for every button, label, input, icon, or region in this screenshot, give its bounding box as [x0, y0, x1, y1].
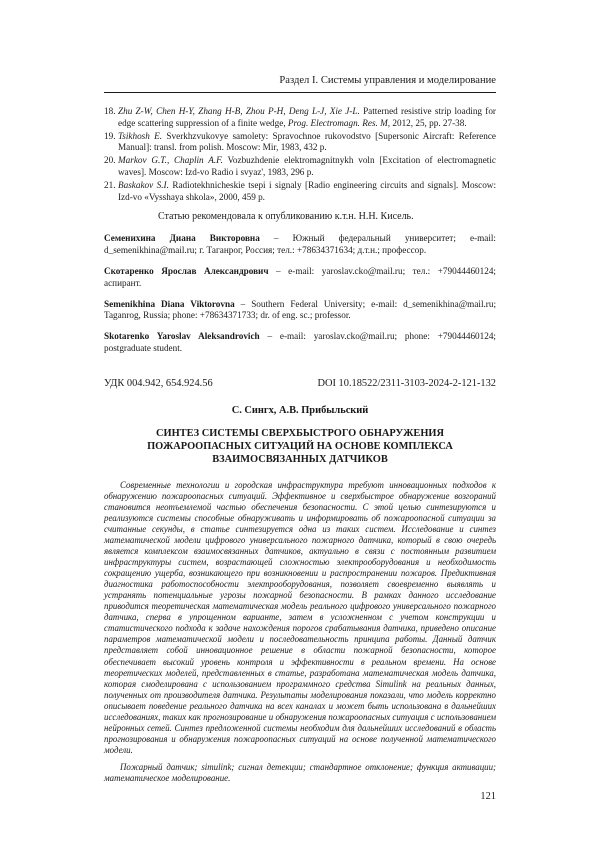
- author-info: [104, 266, 496, 290]
- author-details: – Южный федеральный университет; e-mail: d_semenikhina@mail.ru; г. Таганрог, Россия; тел.: +78634371634; д.т.н.; профессор.: [104, 233, 496, 256]
- author-details: – e-mail: yaroslav.cko@mail.ru; phone: +79044460124; postgraduate student.: [104, 331, 496, 353]
- reference-authors: Zhu Z-W, Chen H-Y, Zhang H-B, Zhou P-H, Deng L-J, Xie J-L.: [118, 106, 360, 116]
- udk-doi-row: [104, 377, 496, 390]
- page-content: [104, 106, 496, 784]
- author-info: [104, 299, 496, 323]
- abstract: Современные технологии и городская инфраструктура требуют инновационных подходов к обнаружению пожароопасных ситуаций. Эффективное и сверхбыстрое обнаружение возгораний становится неотъемлемой частью обеспечения безопасности. С этой целью синтезируются и реализуются системы способные обнаруживать и информировать об пожароопасной ситуации за считанные секунды, в статье синтезируется одна из таких систем. Исследование и синтез математической модели цифрового универсального пожарного датчика, который в свою очередь является комплексом взаимосвязанных датчиков, актуально в связи с постоянным развитием инфраструктуры систем, возрастающей сложностью электрооборудования и необходимость сокращению ущерба, возникающего при возникновении и распространении пожаров. Предиктивная диагностика работоспособности электрооборудования, позволяет своевременно выявлять и устранять потенциальные угрозы пожарной безопасности. В рамках данного исследование приводится теоретическая математическая модель реального цифрового универсального пожарного датчика, сперва в упрощенном варианте, затем в усложненном с учетом конструкции и статистического подхода к задаче нахождения порогов срабатывания датчика, приведено описание параметров математической модели и последовательность принципа работы. Данный датчик представляет собой инновационное решение в области пожарной безопасности, которое обеспечивает высокий уровень контроля и эффективности в реальном времени. На основе теоретических моделей, представленных в статье, разработана математическая модель датчика, которая смоделирована с использованием программного средства Simulink на реальных данных, полученных от производителя датчика. Результаты моделирования показали, что модель корректно описывает поведение реального датчика на всех каналах и может быть использована в дальнейших исследованиях, таких как прогнозирование и обнаружения пожароопасных ситуация с использованием нейронных сетей. Синтез предложенной системы необходим для дальнейших исследований в область прогнозирования и обнаружения пожароопасных ситуаций на основе полученной математического модели.: [104, 479, 496, 755]
- reference-journal: Prog. Electromagn. Res. M,: [287, 117, 391, 128]
- author-name: Skotarenko Yaroslav Aleksandrovich: [104, 331, 260, 342]
- author-name: Скотаренко Ярослав Александрович: [104, 265, 269, 276]
- article-authors: С. Сингх, А.В. Прибыльский: [231, 404, 369, 416]
- reference-text: Sverkhzvukovye samolety: Spravochnoe rukovodstvo [Supersonic Aircraft: Reference Manual]: transl. from polish. Moscow: Mir, 1983, 432 p.: [118, 130, 496, 153]
- reference-number: 20.: [104, 155, 116, 166]
- reference-list: [104, 106, 496, 203]
- keywords: Пожарный датчик; simulink; сигнал детекции; стандартное отклонение; функция активации; математическое моделирование.: [104, 761, 496, 783]
- reference-authors: Baskakov S.I.: [118, 179, 169, 190]
- reference-tail: 2012, 25, pp. 27-38.: [390, 117, 467, 128]
- udk-code: УДК 004.942, 654.924.56: [104, 377, 213, 389]
- reference-number: 18.: [104, 106, 116, 116]
- reference-text: Radiotekhnicheskie tsepi i signaly [Radio engineering circuits and signals]. Moscow: Izd-vo «Vysshaya shkola», 2000, 459 p.: [118, 179, 496, 202]
- reference-item: [104, 106, 496, 130]
- reference-authors: Markov G.T., Chaplin A.F.: [118, 155, 223, 166]
- reference-number: 19.: [104, 130, 116, 141]
- author-name: Семенихина Диана Викторовна: [104, 233, 260, 244]
- running-head: Раздел I. Системы управления и моделирование: [279, 75, 496, 86]
- reference-item: [104, 155, 496, 179]
- doi-link[interactable]: DOI 10.18522/2311-3103-2024-2-121-132: [317, 377, 496, 389]
- reference-authors: Tsikhosh E.: [118, 130, 163, 141]
- reference-text: Patterned resistive strip loading for edge scattering suppression of a finite wedge,: [118, 106, 496, 128]
- header-rule: [104, 92, 496, 93]
- author-info: [104, 331, 496, 355]
- reference-text: Vozbuzhdenie elektromagnitnykh voln [Excitation of electromagnetic waves]. Moscow: Izd-vo Radio i svyaz', 1983, 296 p.: [118, 155, 496, 177]
- reference-item: [104, 180, 496, 204]
- author-details: – e-mail: yaroslav.cko@mail.ru; тел.: +79044460124; аспирант.: [104, 265, 496, 288]
- reference-number: 21.: [104, 179, 116, 190]
- page-number: 121: [480, 791, 496, 802]
- recommendation-note: Статью рекомендовала к опубликованию к.т.н. Н.Н. Кисель.: [158, 211, 414, 223]
- article-title: СИНТЕЗ СИСТЕМЫ СВЕРХБЫСТРОГО ОБНАРУЖЕНИЯ ПОЖАРООПАСНЫХ СИТУАЦИЙ НА ОСНОВЕ КОМПЛЕКСА ВЗАИМОСВЯЗАННЫХ ДАТЧИКОВ: [147, 427, 453, 465]
- reference-item: [104, 131, 496, 155]
- author-info: [104, 233, 496, 257]
- author-details: – Southern Federal University; e-mail: d_semenikhina@mail.ru; Taganrog, Russia; phone: +78634371733; dr. of eng. sc.; professor.: [104, 298, 497, 321]
- author-name: Semenikhina Diana Viktorovna: [104, 298, 235, 309]
